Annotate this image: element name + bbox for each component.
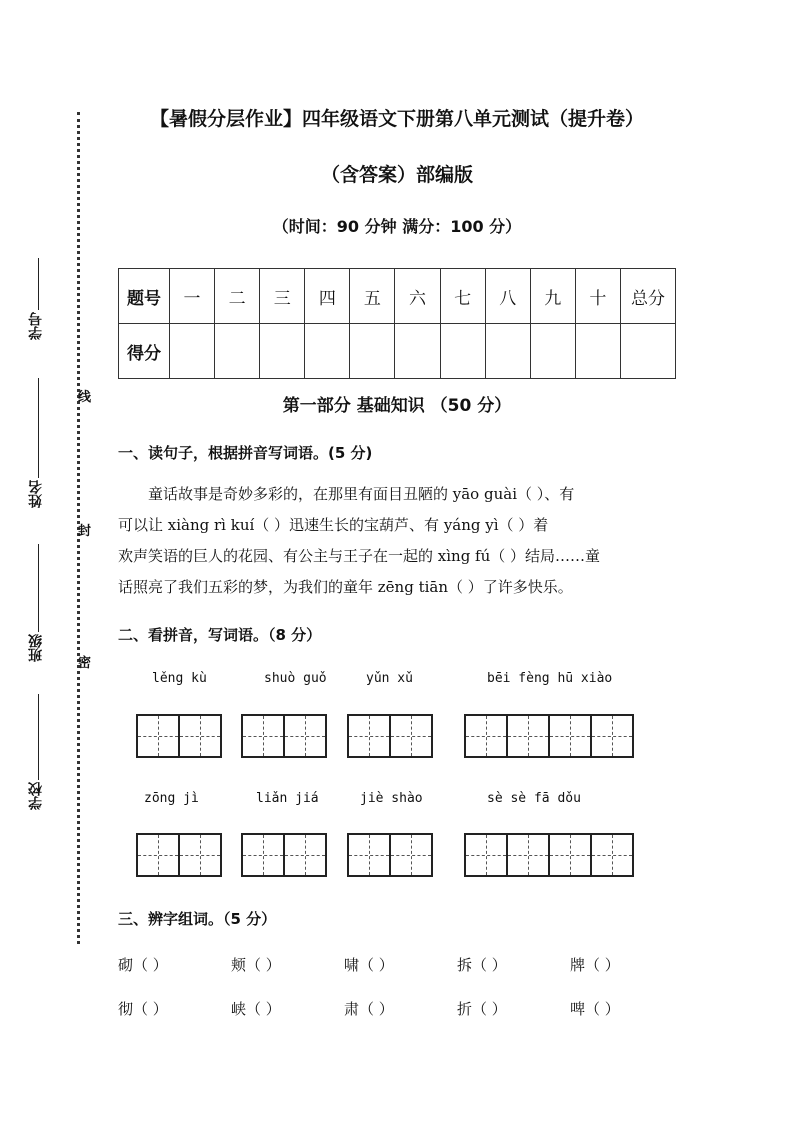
- pinyin-label: shuò guǒ: [264, 671, 327, 686]
- section-heading: 第一部分 基础知识 （50 分）: [282, 396, 512, 416]
- writing-cell[interactable]: [347, 714, 391, 758]
- char-blank[interactable]: 啸（ ）: [344, 956, 394, 974]
- score-table: [118, 268, 676, 379]
- score-cell-header: 一: [170, 269, 215, 324]
- score-cell-total: 总分: [621, 269, 676, 324]
- char-pair-row-1: [118, 954, 683, 975]
- writing-cell[interactable]: [136, 714, 180, 758]
- label-name: 姓名: [28, 480, 44, 508]
- pinyin-label: yǔn xǔ: [366, 671, 413, 686]
- char-pair-row-2: [118, 998, 683, 1019]
- score-cell-header: 十: [575, 269, 620, 324]
- pinyin-label: bēi fèng hū xiào: [487, 671, 613, 686]
- pinyin-label: lěng kù: [152, 671, 207, 686]
- seal-char-secret: 密: [78, 656, 92, 671]
- passage-line: 可以让 xiàng rì kuí（ ）迅速生长的宝葫芦、有 yáng yì（ ）着: [118, 516, 549, 534]
- score-input-cell[interactable]: [621, 324, 676, 379]
- passage-line: 欢声笑语的巨人的花园、有公主与王子在一起的 xìng fú（ ）结局……童: [118, 547, 601, 565]
- writing-grid-2[interactable]: [136, 833, 222, 877]
- score-cell-label: 题号: [119, 269, 170, 324]
- score-table-header-row: [119, 269, 676, 324]
- class-line: [38, 544, 39, 632]
- writing-grid-4[interactable]: [464, 714, 634, 758]
- char-blank[interactable]: 肃（ ）: [344, 1000, 394, 1018]
- score-cell-header: 五: [350, 269, 395, 324]
- char-blank[interactable]: 拆（ ）: [457, 956, 507, 974]
- school-line: [38, 694, 39, 780]
- score-input-cell[interactable]: [395, 324, 440, 379]
- page-title: 【暑假分层作业】四年级语文下册第八单元测试（提升卷）: [149, 108, 644, 130]
- score-cell-header: 三: [260, 269, 305, 324]
- pinyin-label: liǎn jiá: [256, 791, 319, 806]
- writing-cell[interactable]: [548, 833, 592, 877]
- writing-cell[interactable]: [178, 714, 222, 758]
- writing-cell[interactable]: [590, 714, 634, 758]
- char-blank[interactable]: 啤（ ）: [570, 1000, 620, 1018]
- page-subtitle: （含答案）部编版: [320, 164, 473, 186]
- pinyin-label: jiè shào: [360, 791, 423, 806]
- score-cell-header: 四: [305, 269, 350, 324]
- writing-cell[interactable]: [464, 714, 508, 758]
- writing-cell[interactable]: [389, 714, 433, 758]
- pinyin-label: sè sè fā dǒu: [487, 791, 581, 806]
- question-1-passage: [118, 479, 678, 603]
- char-blank[interactable]: 彻（ ）: [118, 1000, 168, 1018]
- passage-line: 话照亮了我们五彩的梦，为我们的童年 zēng tiān（ ）了许多快乐。: [118, 578, 573, 596]
- writing-grid-2[interactable]: [347, 833, 433, 877]
- char-blank[interactable]: 颊（ ）: [231, 956, 281, 974]
- char-blank[interactable]: 砌（ ）: [118, 956, 168, 974]
- writing-cell[interactable]: [241, 833, 285, 877]
- writing-cell[interactable]: [590, 833, 634, 877]
- writing-cell[interactable]: [347, 833, 391, 877]
- passage-line: 童话故事是奇妙多彩的，在那里有面目丑陋的 yāo guài（ ）、有: [118, 485, 575, 503]
- question-2-heading: 二、看拼音，写词语。（8 分）: [118, 626, 322, 644]
- score-input-cell[interactable]: [440, 324, 485, 379]
- writing-cell[interactable]: [283, 833, 327, 877]
- score-input-cell[interactable]: [530, 324, 575, 379]
- question-3-heading: 三、辨字组词。（5 分）: [118, 910, 277, 928]
- score-input-cell[interactable]: [485, 324, 530, 379]
- writing-cell[interactable]: [283, 714, 327, 758]
- writing-grid-2[interactable]: [136, 714, 222, 758]
- score-input-cell[interactable]: [575, 324, 620, 379]
- score-cell-header: 二: [215, 269, 260, 324]
- score-input-cell[interactable]: [170, 324, 215, 379]
- writing-cell[interactable]: [178, 833, 222, 877]
- pinyin-label: zōng jì: [144, 791, 199, 806]
- writing-grid-4[interactable]: [464, 833, 634, 877]
- writing-cell[interactable]: [136, 833, 180, 877]
- char-blank[interactable]: 牌（ ）: [570, 956, 620, 974]
- score-cell-header: 七: [440, 269, 485, 324]
- score-input-cell[interactable]: [350, 324, 395, 379]
- label-school: 学校: [28, 782, 44, 810]
- score-input-cell[interactable]: [260, 324, 305, 379]
- time-info: （时间：90 分钟 满分：100 分）: [272, 217, 522, 236]
- label-student-number: 学号: [28, 312, 44, 340]
- writing-grid-2[interactable]: [241, 714, 327, 758]
- seal-char-seal: 封: [78, 524, 92, 539]
- score-cell-header: 九: [530, 269, 575, 324]
- score-cell-header: 六: [395, 269, 440, 324]
- writing-grid-2[interactable]: [347, 714, 433, 758]
- score-table-score-row: [119, 324, 676, 379]
- student-number-line: [38, 258, 39, 310]
- score-input-cell[interactable]: [305, 324, 350, 379]
- writing-cell[interactable]: [506, 714, 550, 758]
- writing-cell[interactable]: [389, 833, 433, 877]
- score-input-cell[interactable]: [215, 324, 260, 379]
- char-blank[interactable]: 峡（ ）: [231, 1000, 281, 1018]
- writing-cell[interactable]: [241, 714, 285, 758]
- label-class: 班级: [28, 634, 44, 662]
- char-blank[interactable]: 折（ ）: [457, 1000, 507, 1018]
- score-row-label: 得分: [119, 324, 170, 379]
- seal-char-line: 线: [78, 390, 92, 405]
- question-1-heading: 一、读句子，根据拼音写词语。(5 分): [118, 444, 373, 462]
- writing-cell[interactable]: [506, 833, 550, 877]
- writing-cell[interactable]: [464, 833, 508, 877]
- writing-cell[interactable]: [548, 714, 592, 758]
- writing-grid-2[interactable]: [241, 833, 327, 877]
- score-cell-header: 八: [485, 269, 530, 324]
